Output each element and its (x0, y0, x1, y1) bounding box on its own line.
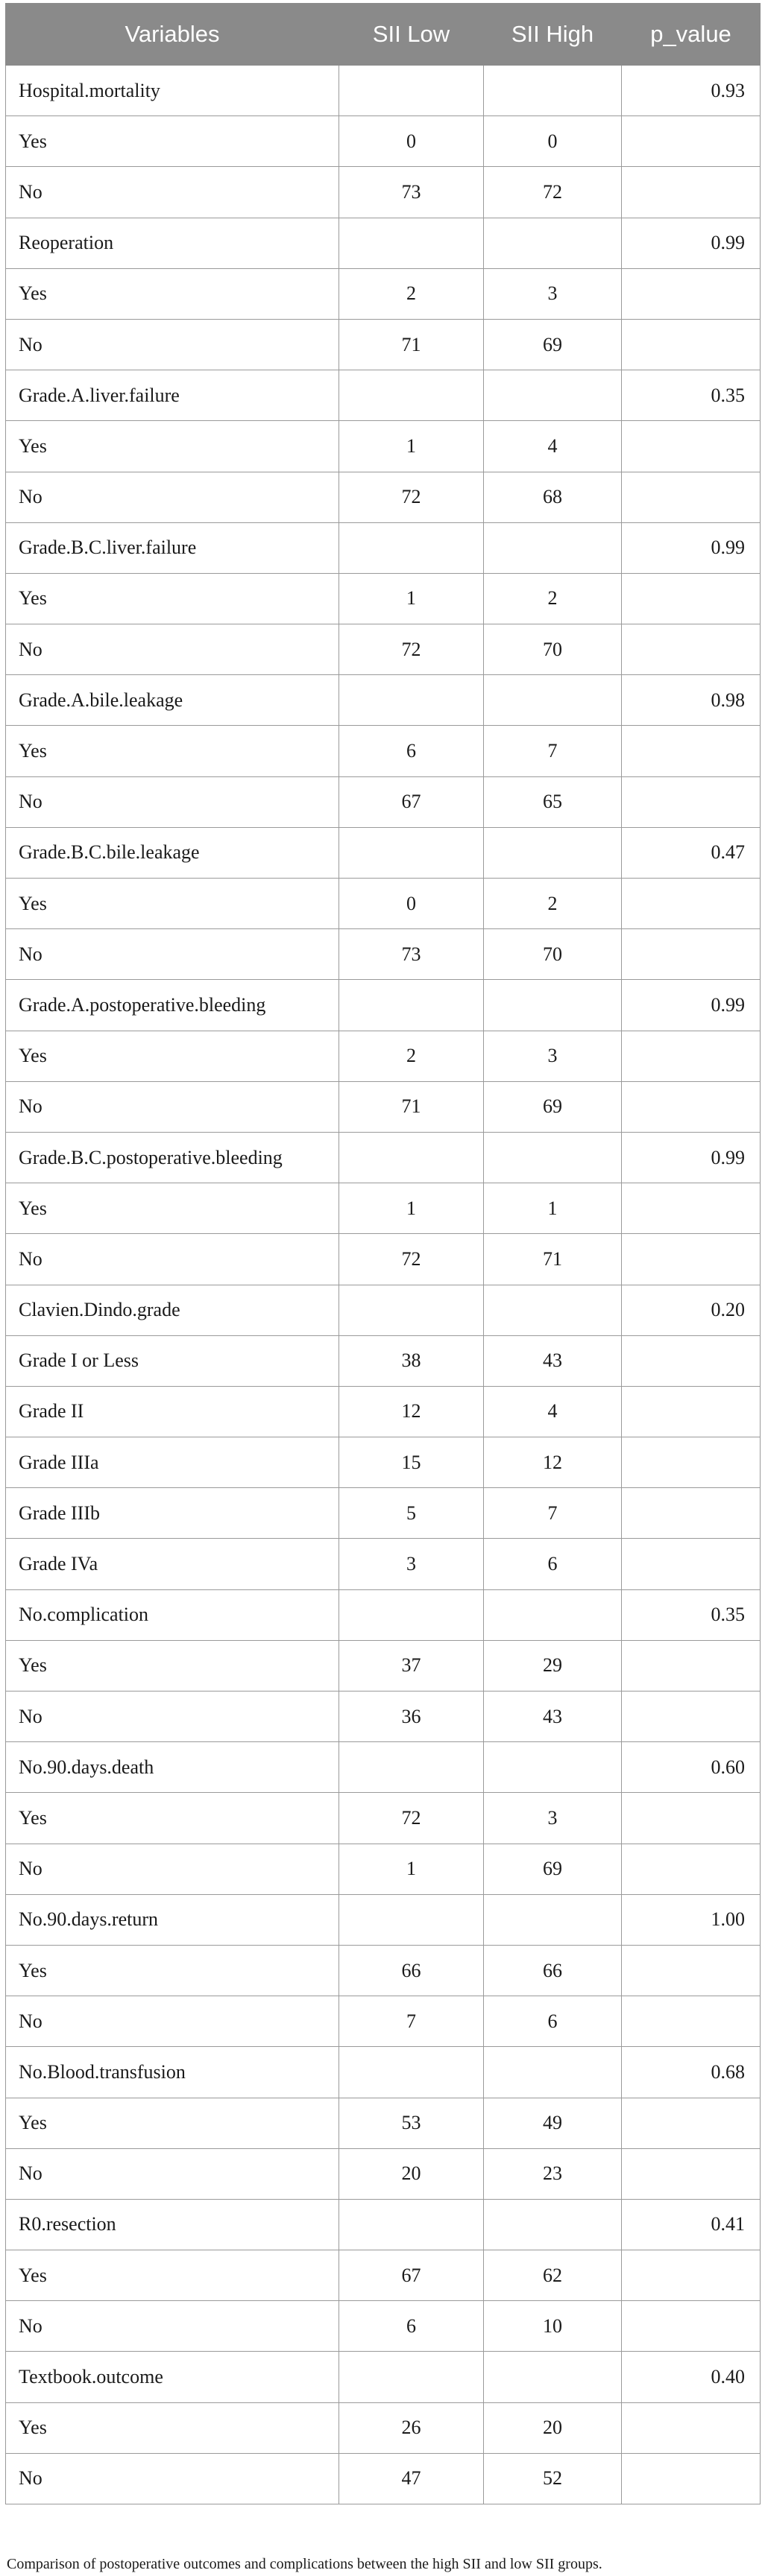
variable-cell: No.Blood.transfusion (6, 2047, 339, 2098)
table-row (6, 1183, 761, 1234)
header-sii-low: SII Low (339, 4, 484, 66)
variable-cell: No (6, 1844, 339, 1894)
header-sii-high: SII High (484, 4, 622, 66)
p-value-cell (622, 726, 761, 776)
sii-high-cell (484, 1285, 622, 1335)
sii-high-cell: 69 (484, 319, 622, 370)
table-row (6, 980, 761, 1031)
sii-high-cell (484, 522, 622, 573)
sii-high-cell: 62 (484, 2250, 622, 2301)
table-row (6, 1894, 761, 1945)
sii-high-cell: 6 (484, 1539, 622, 1589)
table-row (6, 827, 761, 878)
table-row (6, 879, 761, 929)
sii-low-cell: 15 (339, 1437, 484, 1488)
variable-cell: Yes (6, 116, 339, 167)
variable-cell: No (6, 2301, 339, 2352)
sii-high-cell: 10 (484, 2301, 622, 2352)
p-value-cell (622, 1386, 761, 1437)
p-value-cell (622, 2148, 761, 2199)
table-header-row (6, 4, 761, 66)
table-row (6, 1081, 761, 1132)
sii-low-cell (339, 218, 484, 268)
p-value-cell (622, 319, 761, 370)
table-row (6, 1234, 761, 1285)
p-value-cell (622, 472, 761, 522)
sii-low-cell: 3 (339, 1539, 484, 1589)
variable-cell: No.90.days.return (6, 1894, 339, 1945)
table-row (6, 319, 761, 370)
sii-low-cell (339, 827, 484, 878)
variable-cell: Yes (6, 2402, 339, 2453)
sii-low-cell (339, 370, 484, 421)
table-row (6, 2250, 761, 2301)
p-value-cell (622, 2301, 761, 2352)
table-row (6, 1539, 761, 1589)
sii-low-cell (339, 1285, 484, 1335)
p-value-cell (622, 1437, 761, 1488)
p-value-cell (622, 929, 761, 980)
table-row (6, 726, 761, 776)
p-value-cell (622, 2402, 761, 2453)
variable-cell: No (6, 1692, 339, 1742)
table-row (6, 2352, 761, 2402)
table-row (6, 573, 761, 624)
p-value-cell (622, 1844, 761, 1894)
variable-cell: R0.resection (6, 2199, 339, 2250)
table-row (6, 2047, 761, 2098)
sii-low-cell (339, 675, 484, 726)
p-value-cell: 0.68 (622, 2047, 761, 2098)
sii-low-cell: 26 (339, 2402, 484, 2453)
variable-cell: Grade IVa (6, 1539, 339, 1589)
p-value-cell: 1.00 (622, 1894, 761, 1945)
sii-high-cell: 29 (484, 1640, 622, 1691)
table-row (6, 1132, 761, 1183)
outcomes-table (5, 3, 761, 2504)
p-value-cell (622, 1945, 761, 1996)
table-row (6, 116, 761, 167)
variable-cell: Yes (6, 1793, 339, 1844)
variable-cell: No (6, 776, 339, 827)
sii-low-cell: 12 (339, 1386, 484, 1437)
variable-cell: No (6, 1234, 339, 1285)
variable-cell: Reoperation (6, 218, 339, 268)
p-value-cell (622, 1996, 761, 2047)
p-value-cell: 0.99 (622, 218, 761, 268)
variable-cell: No (6, 929, 339, 980)
sii-high-cell: 12 (484, 1437, 622, 1488)
sii-high-cell: 71 (484, 1234, 622, 1285)
p-value-cell (622, 1640, 761, 1691)
variable-cell: No (6, 2148, 339, 2199)
variable-cell: No (6, 319, 339, 370)
sii-low-cell (339, 1589, 484, 1640)
table-row (6, 66, 761, 116)
table-row (6, 1793, 761, 1844)
sii-low-cell (339, 2047, 484, 2098)
sii-low-cell: 6 (339, 726, 484, 776)
p-value-cell (622, 1793, 761, 1844)
sii-high-cell: 6 (484, 1996, 622, 2047)
sii-high-cell: 2 (484, 879, 622, 929)
p-value-cell (622, 1081, 761, 1132)
table-row (6, 1386, 761, 1437)
variable-cell: Grade IIIa (6, 1437, 339, 1488)
variable-cell: Grade II (6, 1386, 339, 1437)
sii-low-cell: 67 (339, 2250, 484, 2301)
sii-high-cell: 66 (484, 1945, 622, 1996)
sii-high-cell: 70 (484, 929, 622, 980)
sii-low-cell: 36 (339, 1692, 484, 1742)
sii-high-cell: 1 (484, 1183, 622, 1234)
sii-high-cell: 72 (484, 167, 622, 218)
sii-high-cell: 4 (484, 421, 622, 472)
p-value-cell (622, 776, 761, 827)
variable-cell: Textbook.outcome (6, 2352, 339, 2402)
variable-cell: Yes (6, 573, 339, 624)
sii-high-cell: 3 (484, 1031, 622, 1081)
variable-cell: Yes (6, 268, 339, 319)
variable-cell: Grade I or Less (6, 1335, 339, 1386)
sii-low-cell: 72 (339, 1793, 484, 1844)
table-row (6, 776, 761, 827)
sii-high-cell: 70 (484, 624, 622, 675)
variable-cell: Yes (6, 421, 339, 472)
sii-high-cell: 7 (484, 1488, 622, 1539)
table-row (6, 1488, 761, 1539)
table-row (6, 167, 761, 218)
p-value-cell (622, 1183, 761, 1234)
p-value-cell (622, 879, 761, 929)
variable-cell: No (6, 624, 339, 675)
variable-cell: Grade.A.postoperative.bleeding (6, 980, 339, 1031)
sii-low-cell (339, 2352, 484, 2402)
sii-low-cell: 72 (339, 624, 484, 675)
sii-low-cell: 71 (339, 1081, 484, 1132)
table-row (6, 1844, 761, 1894)
sii-low-cell: 72 (339, 472, 484, 522)
p-value-cell (622, 268, 761, 319)
variable-cell: Yes (6, 2250, 339, 2301)
variable-cell: Grade.B.C.postoperative.bleeding (6, 1132, 339, 1183)
variable-cell: Yes (6, 1640, 339, 1691)
variable-cell: Yes (6, 726, 339, 776)
table-row (6, 2199, 761, 2250)
sii-low-cell: 1 (339, 421, 484, 472)
sii-high-cell: 23 (484, 2148, 622, 2199)
sii-high-cell (484, 827, 622, 878)
sii-low-cell: 2 (339, 1031, 484, 1081)
table-caption: Comparison of postoperative outcomes and complications between the high SII and low SII groups. (7, 2556, 602, 2572)
p-value-cell: 0.47 (622, 827, 761, 878)
p-value-cell: 0.35 (622, 1589, 761, 1640)
table-row (6, 522, 761, 573)
variable-cell: Grade IIIb (6, 1488, 339, 1539)
sii-high-cell: 3 (484, 1793, 622, 1844)
p-value-cell (622, 573, 761, 624)
table-row (6, 268, 761, 319)
sii-high-cell (484, 2352, 622, 2402)
table-row (6, 1031, 761, 1081)
sii-high-cell: 43 (484, 1692, 622, 1742)
sii-low-cell (339, 2199, 484, 2250)
sii-low-cell: 1 (339, 1844, 484, 1894)
variable-cell: Clavien.Dindo.grade (6, 1285, 339, 1335)
p-value-cell (622, 2453, 761, 2504)
p-value-cell (622, 1539, 761, 1589)
p-value-cell (622, 421, 761, 472)
sii-low-cell: 72 (339, 1234, 484, 1285)
p-value-cell: 0.99 (622, 1132, 761, 1183)
table-row (6, 1335, 761, 1386)
sii-high-cell: 69 (484, 1081, 622, 1132)
p-value-cell (622, 1335, 761, 1386)
variable-cell: Yes (6, 2098, 339, 2148)
outcomes-table-container (5, 3, 760, 2504)
sii-low-cell: 38 (339, 1335, 484, 1386)
sii-high-cell: 43 (484, 1335, 622, 1386)
variable-cell: No (6, 2453, 339, 2504)
table-row (6, 1437, 761, 1488)
table-row (6, 1945, 761, 1996)
p-value-cell (622, 1234, 761, 1285)
header-variables: Variables (6, 4, 339, 66)
sii-low-cell: 47 (339, 2453, 484, 2504)
p-value-cell: 0.35 (622, 370, 761, 421)
sii-low-cell: 7 (339, 1996, 484, 2047)
sii-high-cell (484, 66, 622, 116)
sii-low-cell (339, 66, 484, 116)
sii-low-cell: 5 (339, 1488, 484, 1539)
sii-high-cell: 4 (484, 1386, 622, 1437)
sii-high-cell: 49 (484, 2098, 622, 2148)
sii-low-cell: 6 (339, 2301, 484, 2352)
p-value-cell (622, 624, 761, 675)
p-value-cell (622, 167, 761, 218)
sii-high-cell (484, 675, 622, 726)
sii-high-cell: 69 (484, 1844, 622, 1894)
sii-low-cell (339, 1742, 484, 1793)
table-row (6, 1692, 761, 1742)
sii-low-cell: 20 (339, 2148, 484, 2199)
sii-low-cell: 37 (339, 1640, 484, 1691)
sii-low-cell: 1 (339, 1183, 484, 1234)
p-value-cell (622, 1692, 761, 1742)
table-row (6, 1589, 761, 1640)
sii-low-cell (339, 1894, 484, 1945)
table-row (6, 2148, 761, 2199)
variable-cell: No.90.days.death (6, 1742, 339, 1793)
variable-cell: No (6, 472, 339, 522)
p-value-cell: 0.60 (622, 1742, 761, 1793)
sii-high-cell (484, 218, 622, 268)
sii-low-cell: 53 (339, 2098, 484, 2148)
p-value-cell: 0.40 (622, 2352, 761, 2402)
table-row (6, 2301, 761, 2352)
variable-cell: Grade.A.liver.failure (6, 370, 339, 421)
sii-low-cell: 0 (339, 116, 484, 167)
sii-low-cell: 73 (339, 929, 484, 980)
table-row (6, 1285, 761, 1335)
sii-low-cell (339, 522, 484, 573)
variable-cell: Yes (6, 1945, 339, 1996)
variable-cell: Grade.B.C.bile.leakage (6, 827, 339, 878)
table-row (6, 218, 761, 268)
table-row (6, 1640, 761, 1691)
sii-high-cell (484, 370, 622, 421)
variable-cell: No (6, 1996, 339, 2047)
sii-low-cell: 2 (339, 268, 484, 319)
sii-low-cell: 73 (339, 167, 484, 218)
table-row (6, 370, 761, 421)
table-row (6, 929, 761, 980)
table-row (6, 624, 761, 675)
sii-low-cell: 71 (339, 319, 484, 370)
p-value-cell (622, 1488, 761, 1539)
table-row (6, 1996, 761, 2047)
table-row (6, 675, 761, 726)
sii-high-cell: 52 (484, 2453, 622, 2504)
variable-cell: Yes (6, 1183, 339, 1234)
variable-cell: No (6, 167, 339, 218)
p-value-cell: 0.20 (622, 1285, 761, 1335)
sii-high-cell: 68 (484, 472, 622, 522)
p-value-cell: 0.99 (622, 522, 761, 573)
sii-high-cell (484, 2047, 622, 2098)
table-row (6, 1742, 761, 1793)
sii-high-cell (484, 980, 622, 1031)
sii-high-cell: 7 (484, 726, 622, 776)
variable-cell: Grade.A.bile.leakage (6, 675, 339, 726)
sii-low-cell: 66 (339, 1945, 484, 1996)
variable-cell: Grade.B.C.liver.failure (6, 522, 339, 573)
variable-cell: Yes (6, 1031, 339, 1081)
p-value-cell (622, 2098, 761, 2148)
sii-low-cell (339, 1132, 484, 1183)
p-value-cell: 0.41 (622, 2199, 761, 2250)
sii-high-cell: 2 (484, 573, 622, 624)
p-value-cell (622, 116, 761, 167)
table-row (6, 2402, 761, 2453)
sii-low-cell: 67 (339, 776, 484, 827)
sii-high-cell: 20 (484, 2402, 622, 2453)
sii-low-cell (339, 980, 484, 1031)
table-row (6, 2098, 761, 2148)
sii-high-cell (484, 1894, 622, 1945)
variable-cell: Hospital.mortality (6, 66, 339, 116)
sii-high-cell (484, 1589, 622, 1640)
sii-high-cell (484, 1742, 622, 1793)
table-row (6, 472, 761, 522)
p-value-cell (622, 1031, 761, 1081)
variable-cell: No (6, 1081, 339, 1132)
sii-high-cell (484, 1132, 622, 1183)
sii-high-cell: 0 (484, 116, 622, 167)
table-row (6, 421, 761, 472)
header-p-value: p_value (622, 4, 761, 66)
table-row (6, 2453, 761, 2504)
sii-low-cell: 1 (339, 573, 484, 624)
sii-high-cell: 3 (484, 268, 622, 319)
sii-high-cell (484, 2199, 622, 2250)
p-value-cell: 0.98 (622, 675, 761, 726)
p-value-cell: 0.99 (622, 980, 761, 1031)
variable-cell: Yes (6, 879, 339, 929)
table-body (6, 66, 761, 2504)
p-value-cell (622, 2250, 761, 2301)
variable-cell: No.complication (6, 1589, 339, 1640)
sii-low-cell: 0 (339, 879, 484, 929)
p-value-cell: 0.93 (622, 66, 761, 116)
sii-high-cell: 65 (484, 776, 622, 827)
